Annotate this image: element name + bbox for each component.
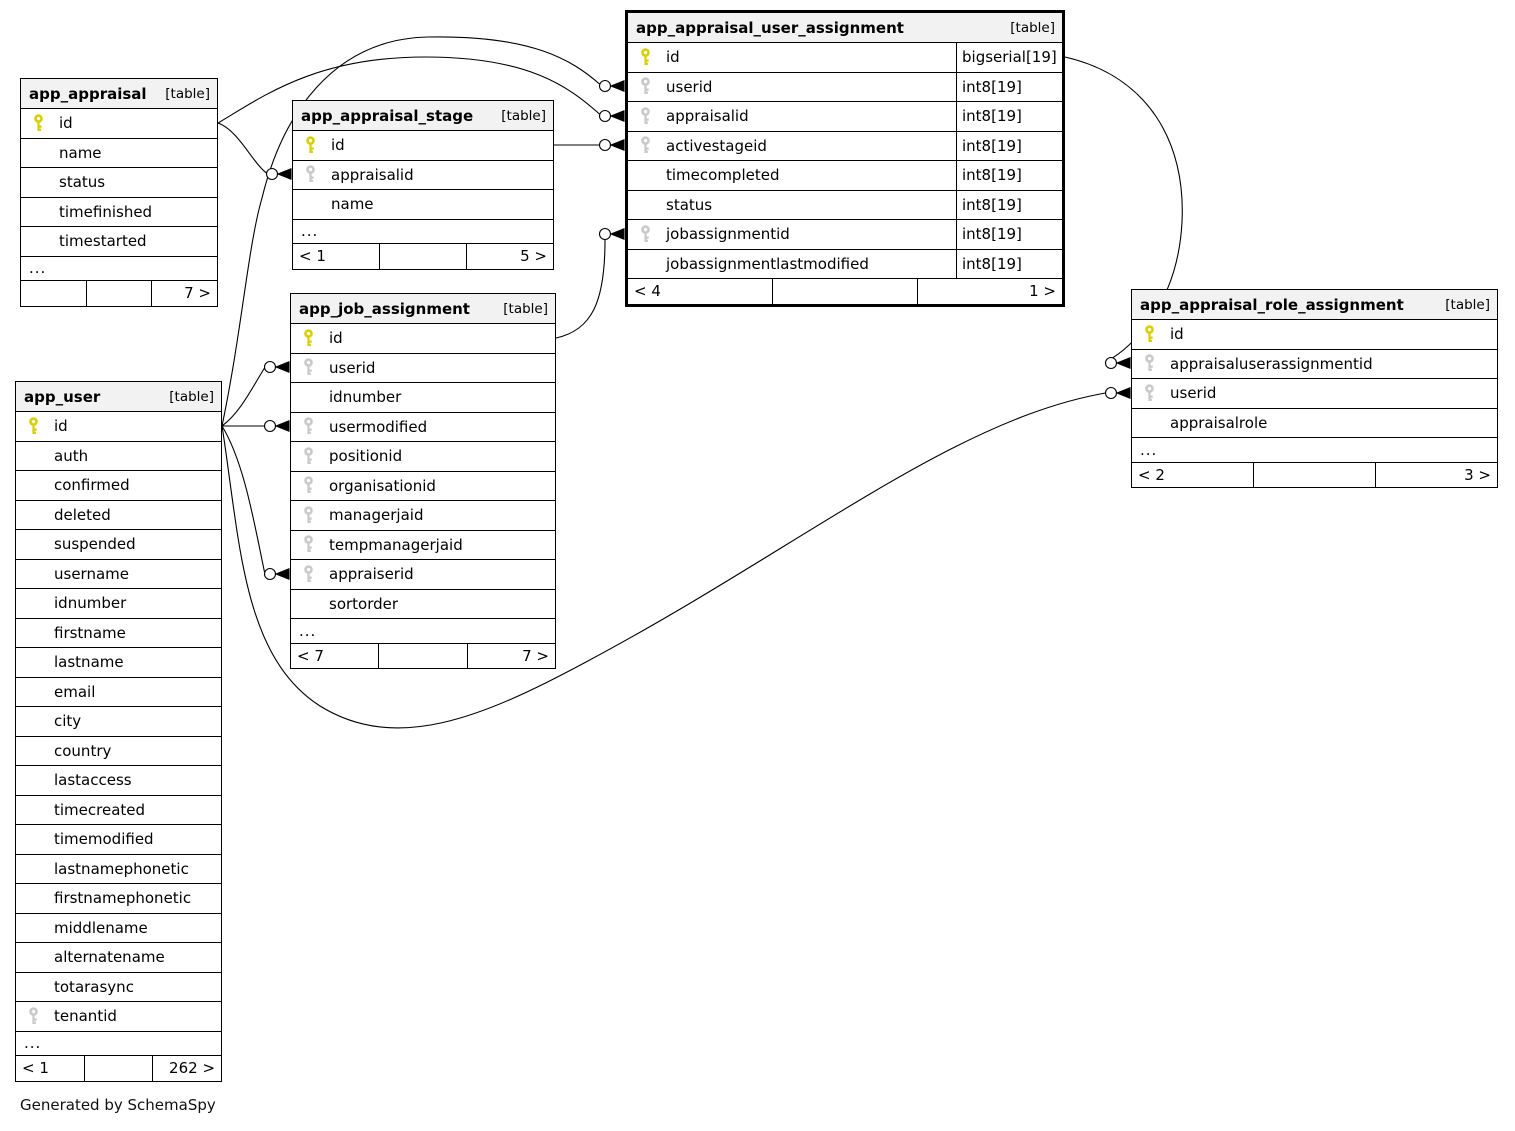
column-type: int8[19] bbox=[956, 191, 1062, 220]
column-row bbox=[291, 530, 555, 560]
column-name: sortorder bbox=[329, 594, 399, 613]
column-type: int8[19] bbox=[956, 220, 1062, 249]
column-type: int8[19] bbox=[956, 102, 1062, 131]
table-footer bbox=[21, 280, 217, 306]
column-row bbox=[628, 101, 1062, 131]
table-footer bbox=[293, 243, 553, 269]
footer-cell bbox=[86, 281, 152, 306]
column-row bbox=[16, 913, 221, 943]
table-app_job_assignment bbox=[290, 293, 556, 669]
no-key-spacer bbox=[26, 594, 41, 613]
column-name: idnumber bbox=[54, 594, 127, 613]
table-header[interactable] bbox=[291, 294, 555, 323]
column-name: id bbox=[666, 48, 680, 67]
column-name: organisationid bbox=[329, 476, 436, 495]
fk-connector bbox=[265, 569, 290, 580]
no-key-spacer bbox=[303, 195, 318, 214]
column-name: managerjaid bbox=[329, 506, 424, 525]
foreign-key-icon bbox=[638, 136, 653, 155]
fk-connector bbox=[600, 229, 625, 240]
foreign-key-icon bbox=[1142, 384, 1157, 403]
column-name: idnumber bbox=[329, 388, 402, 407]
generated-by-label: Generated by SchemaSpy bbox=[20, 1096, 216, 1114]
column-row bbox=[628, 131, 1062, 161]
foreign-key-icon bbox=[301, 447, 316, 466]
footer-cell bbox=[1253, 463, 1375, 488]
column-name: lastnamephonetic bbox=[54, 859, 189, 878]
column-name: appraisalid bbox=[331, 165, 414, 184]
no-key-spacer bbox=[31, 143, 46, 162]
column-row bbox=[16, 470, 221, 500]
no-key-spacer bbox=[31, 202, 46, 221]
table-header[interactable] bbox=[293, 101, 553, 130]
table-title: app_appraisal bbox=[29, 84, 147, 103]
column-name: lastname bbox=[54, 653, 124, 672]
footer-cell bbox=[772, 279, 917, 304]
column-row bbox=[291, 412, 555, 442]
column-row bbox=[16, 706, 221, 736]
column-row bbox=[21, 167, 217, 197]
column-row bbox=[16, 795, 221, 825]
column-name: tempmanagerjaid bbox=[329, 535, 463, 554]
ellipsis-row: ... bbox=[21, 256, 217, 281]
table-app_appraisal_user_assignment bbox=[625, 10, 1065, 307]
column-row bbox=[293, 189, 553, 219]
column-row bbox=[291, 323, 555, 353]
no-key-spacer bbox=[26, 535, 41, 554]
column-row bbox=[291, 441, 555, 471]
no-key-spacer bbox=[1142, 413, 1157, 432]
no-key-spacer bbox=[26, 623, 41, 642]
table-tag: [table] bbox=[165, 85, 210, 102]
fk-connector bbox=[265, 421, 290, 432]
table-header[interactable] bbox=[16, 382, 221, 411]
ellipsis-row: ... bbox=[293, 219, 553, 244]
no-key-spacer bbox=[26, 653, 41, 672]
column-name: timecompleted bbox=[666, 166, 780, 185]
no-key-spacer bbox=[26, 476, 41, 495]
column-row bbox=[16, 824, 221, 854]
column-name: firstname bbox=[54, 623, 126, 642]
column-row bbox=[628, 249, 1062, 279]
column-name: city bbox=[54, 712, 82, 731]
no-key-spacer bbox=[26, 712, 41, 731]
footer-cell: < 1 bbox=[299, 247, 326, 266]
no-key-spacer bbox=[638, 195, 653, 214]
primary-key-icon bbox=[26, 417, 41, 436]
no-key-spacer bbox=[26, 446, 41, 465]
column-row bbox=[16, 411, 221, 441]
footer-cell bbox=[378, 644, 466, 669]
column-name: usermodified bbox=[329, 417, 428, 436]
table-app_user bbox=[15, 381, 222, 1082]
table-title: app_appraisal_user_assignment bbox=[636, 18, 904, 37]
column-name: status bbox=[666, 195, 713, 214]
table-footer bbox=[1132, 462, 1497, 488]
no-key-spacer bbox=[301, 388, 316, 407]
column-name: tenantid bbox=[54, 1007, 117, 1026]
no-key-spacer bbox=[301, 594, 316, 613]
column-name: jobassignmentid bbox=[666, 225, 790, 244]
column-name: confirmed bbox=[54, 476, 130, 495]
footer-cell bbox=[84, 1056, 153, 1081]
column-name: timefinished bbox=[59, 202, 153, 221]
relationship-edge bbox=[222, 426, 265, 572]
column-row bbox=[291, 559, 555, 589]
column-name: status bbox=[59, 173, 106, 192]
column-name: id bbox=[59, 114, 73, 133]
column-type: int8[19] bbox=[956, 132, 1062, 161]
column-name: activestageid bbox=[666, 136, 767, 155]
no-key-spacer bbox=[26, 918, 41, 937]
column-row bbox=[21, 108, 217, 138]
foreign-key-icon bbox=[638, 77, 653, 96]
column-row bbox=[628, 219, 1062, 249]
table-title: app_appraisal_stage bbox=[301, 106, 474, 125]
column-row bbox=[628, 190, 1062, 220]
table-app_appraisal_role_assignment bbox=[1131, 289, 1498, 488]
no-key-spacer bbox=[26, 505, 41, 524]
footer-cell: 1 > bbox=[917, 279, 1062, 304]
primary-key-icon bbox=[301, 329, 316, 348]
column-row bbox=[291, 589, 555, 619]
relationship-edge bbox=[556, 240, 605, 338]
column-row bbox=[21, 197, 217, 227]
column-row bbox=[16, 588, 221, 618]
foreign-key-icon bbox=[301, 565, 316, 584]
table-footer bbox=[291, 643, 555, 669]
column-row bbox=[21, 138, 217, 168]
column-row bbox=[628, 72, 1062, 102]
table-title: app_job_assignment bbox=[299, 299, 470, 318]
fk-connector bbox=[600, 81, 625, 92]
footer-cell: 5 > bbox=[466, 244, 553, 269]
primary-key-icon bbox=[1142, 325, 1157, 344]
column-row bbox=[16, 618, 221, 648]
footer-cell bbox=[21, 281, 86, 306]
no-key-spacer bbox=[31, 232, 46, 251]
column-name: appraisaluserassignmentid bbox=[1170, 354, 1373, 373]
column-row bbox=[628, 160, 1062, 190]
no-key-spacer bbox=[638, 166, 653, 185]
table-app_appraisal_stage bbox=[292, 100, 554, 270]
column-name: id bbox=[331, 136, 345, 155]
column-row bbox=[16, 765, 221, 795]
primary-key-icon bbox=[303, 136, 318, 155]
column-name: timecreated bbox=[54, 800, 146, 819]
fk-connector bbox=[1106, 388, 1131, 399]
column-name: middlename bbox=[54, 918, 148, 937]
table-footer bbox=[628, 278, 1062, 304]
no-key-spacer bbox=[26, 771, 41, 790]
table-tag: [table] bbox=[503, 300, 548, 317]
column-row bbox=[16, 854, 221, 884]
ellipsis-row: ... bbox=[16, 1031, 221, 1056]
column-name: positionid bbox=[329, 447, 403, 466]
table-tag: [table] bbox=[501, 107, 546, 124]
column-name: lastaccess bbox=[54, 771, 132, 790]
column-name: username bbox=[54, 564, 129, 583]
column-name: totarasync bbox=[54, 977, 134, 996]
footer-cell: 262 > bbox=[152, 1056, 221, 1081]
column-name: email bbox=[54, 682, 96, 701]
column-row bbox=[1132, 378, 1497, 408]
no-key-spacer bbox=[26, 682, 41, 701]
column-row bbox=[1132, 349, 1497, 379]
column-name: auth bbox=[54, 446, 89, 465]
column-name: timemodified bbox=[54, 830, 154, 849]
column-name: firstnamephonetic bbox=[54, 889, 192, 908]
footer-cell: 3 > bbox=[1375, 463, 1497, 488]
column-row bbox=[16, 736, 221, 766]
footer-cell bbox=[379, 244, 466, 269]
column-row bbox=[21, 226, 217, 256]
column-row bbox=[291, 500, 555, 530]
fk-connector bbox=[265, 362, 290, 373]
footer-cell: < 7 bbox=[297, 646, 324, 665]
column-name: userid bbox=[329, 358, 376, 377]
column-name: appraisalrole bbox=[1170, 413, 1268, 432]
column-type: int8[19] bbox=[956, 161, 1062, 190]
column-name: appraiserid bbox=[329, 565, 414, 584]
column-row bbox=[293, 160, 553, 190]
footer-cell: < 1 bbox=[22, 1059, 49, 1078]
no-key-spacer bbox=[638, 254, 653, 273]
column-name: userid bbox=[666, 77, 713, 96]
column-row bbox=[16, 559, 221, 589]
no-key-spacer bbox=[31, 173, 46, 192]
column-type: int8[19] bbox=[956, 73, 1062, 102]
foreign-key-icon bbox=[301, 535, 316, 554]
foreign-key-icon bbox=[638, 107, 653, 126]
column-row bbox=[16, 677, 221, 707]
fk-connector bbox=[600, 111, 625, 122]
table-tag: [table] bbox=[1010, 19, 1055, 36]
table-footer bbox=[16, 1055, 221, 1081]
column-name: id bbox=[329, 329, 343, 348]
column-row bbox=[1132, 319, 1497, 349]
foreign-key-icon bbox=[1142, 354, 1157, 373]
column-row bbox=[291, 382, 555, 412]
column-row bbox=[16, 972, 221, 1002]
fk-connector bbox=[1106, 358, 1131, 369]
table-header[interactable] bbox=[21, 79, 217, 108]
no-key-spacer bbox=[26, 859, 41, 878]
table-title: app_appraisal_role_assignment bbox=[1140, 295, 1404, 314]
foreign-key-icon bbox=[301, 417, 316, 436]
table-title: app_user bbox=[24, 387, 101, 406]
column-type: bigserial[19] bbox=[956, 43, 1062, 72]
table-tag: [table] bbox=[1445, 296, 1490, 313]
column-name: country bbox=[54, 741, 112, 760]
column-row bbox=[291, 353, 555, 383]
primary-key-icon bbox=[638, 48, 653, 67]
fk-connector bbox=[600, 140, 625, 151]
foreign-key-icon bbox=[638, 225, 653, 244]
no-key-spacer bbox=[26, 564, 41, 583]
column-name: id bbox=[1170, 325, 1184, 344]
foreign-key-icon bbox=[301, 358, 316, 377]
no-key-spacer bbox=[26, 741, 41, 760]
column-row bbox=[16, 942, 221, 972]
fk-connector bbox=[267, 169, 292, 180]
column-name: appraisalid bbox=[666, 107, 749, 126]
table-header[interactable] bbox=[628, 13, 1062, 42]
no-key-spacer bbox=[26, 977, 41, 996]
column-name: userid bbox=[1170, 384, 1217, 403]
ellipsis-row: ... bbox=[1132, 437, 1497, 462]
column-row bbox=[16, 529, 221, 559]
no-key-spacer bbox=[26, 800, 41, 819]
column-name: timestarted bbox=[59, 232, 147, 251]
column-row bbox=[16, 500, 221, 530]
column-name: jobassignmentlastmodified bbox=[666, 254, 869, 273]
ellipsis-row: ... bbox=[291, 618, 555, 643]
footer-cell: 7 > bbox=[467, 644, 555, 669]
column-row bbox=[293, 130, 553, 160]
foreign-key-icon bbox=[301, 506, 316, 525]
column-name: name bbox=[59, 143, 102, 162]
column-row bbox=[291, 471, 555, 501]
column-row bbox=[628, 42, 1062, 72]
footer-cell: < 4 bbox=[634, 282, 661, 301]
column-row bbox=[1132, 408, 1497, 438]
foreign-key-icon bbox=[26, 1007, 41, 1026]
table-header[interactable] bbox=[1132, 290, 1497, 319]
column-name: suspended bbox=[54, 535, 136, 554]
column-row bbox=[16, 1001, 221, 1031]
primary-key-icon bbox=[31, 114, 46, 133]
no-key-spacer bbox=[26, 889, 41, 908]
column-name: alternatename bbox=[54, 948, 165, 967]
column-row bbox=[16, 441, 221, 471]
column-type: int8[19] bbox=[956, 250, 1062, 279]
relationship-edge bbox=[222, 368, 265, 426]
relationship-edge bbox=[218, 123, 267, 173]
table-tag: [table] bbox=[169, 388, 214, 405]
column-row bbox=[16, 647, 221, 677]
footer-cell: < 2 bbox=[1138, 465, 1165, 484]
column-name: id bbox=[54, 417, 68, 436]
column-name: name bbox=[331, 195, 374, 214]
footer-cell: 7 > bbox=[151, 281, 217, 306]
column-row bbox=[16, 883, 221, 913]
no-key-spacer bbox=[26, 948, 41, 967]
foreign-key-icon bbox=[303, 165, 318, 184]
table-app_appraisal bbox=[20, 78, 218, 307]
no-key-spacer bbox=[26, 830, 41, 849]
column-name: deleted bbox=[54, 505, 111, 524]
foreign-key-icon bbox=[301, 476, 316, 495]
